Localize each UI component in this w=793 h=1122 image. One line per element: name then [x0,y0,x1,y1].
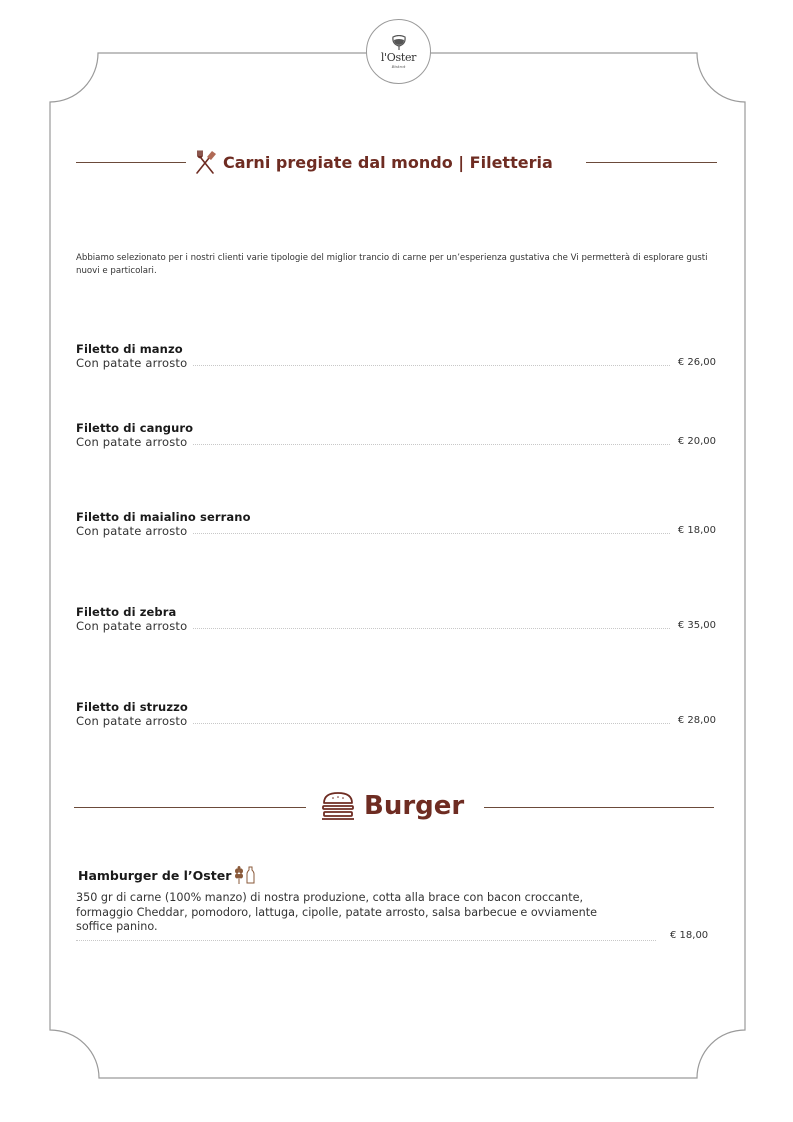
item-price: € 26,00 [677,357,716,368]
item-name: Filetto di struzzo [76,700,188,714]
wine-glass-icon [390,35,408,51]
dot-leader [193,533,669,534]
section-intro: Abbiamo selezionato per i nostri clienti varie tipologie del miglior trancio di carne per un’esperienza gustativa che Vi permetterà di esplorare gusti nuovi e particolari. [76,253,708,276]
item-description: Con patate arrosto [76,435,188,449]
menu-item [76,342,716,370]
menu-item [76,510,716,538]
section-header-burger [320,788,464,824]
dot-leader [193,723,669,724]
section-rule-left [74,807,306,808]
item-price: € 35,00 [677,620,716,631]
section-header-filetteria [192,150,553,174]
logo [366,19,431,84]
item-name: Filetto di zebra [76,605,177,619]
item-price: € 28,00 [677,715,716,726]
wheat-icon [234,866,244,884]
menu-item [76,605,716,633]
item-description: Con patate arrosto [76,524,188,538]
item-description: Con patate arrosto [76,619,188,633]
menu-item-name [78,866,255,884]
item-name: Filetto di manzo [76,342,183,356]
item-price: € 18,00 [677,525,716,536]
item-description: Con patate arrosto [76,356,188,370]
section-rule-left [76,162,186,163]
burger-icon [320,791,356,821]
item-name: Hamburger de l’Oster [78,867,232,883]
item-name: Filetto di maialino serrano [76,510,251,524]
menu-item [76,700,716,728]
item-price: € 18,00 [670,930,709,941]
logo-subtitle: Bistrot [391,63,406,69]
section-title: Carni pregiate dal mondo | Filetteria [223,152,553,172]
dot-leader [193,365,669,366]
item-description: 350 gr di carne (100% manzo) di nostra produzione, cotta alla brace con bacon croccante, formaggio Cheddar, pomodoro, lattuga, cipolle, patate arrosto, salsa barbecue e ovviamente soffice panino. [76,891,598,933]
section-rule-right [586,162,717,163]
item-name: Filetto di canguro [76,421,194,435]
dot-leader [193,444,669,445]
logo-name: l'Oster [380,50,417,64]
menu-item [76,421,716,449]
milk-bottle-icon [246,866,255,884]
section-rule-right [484,807,714,808]
fork-and-spatula-icon [192,149,218,175]
dot-leader [193,628,669,629]
dot-leader [76,940,656,941]
item-description: Con patate arrosto [76,714,188,728]
item-price: € 20,00 [677,436,716,447]
section-title: Burger [364,791,465,821]
